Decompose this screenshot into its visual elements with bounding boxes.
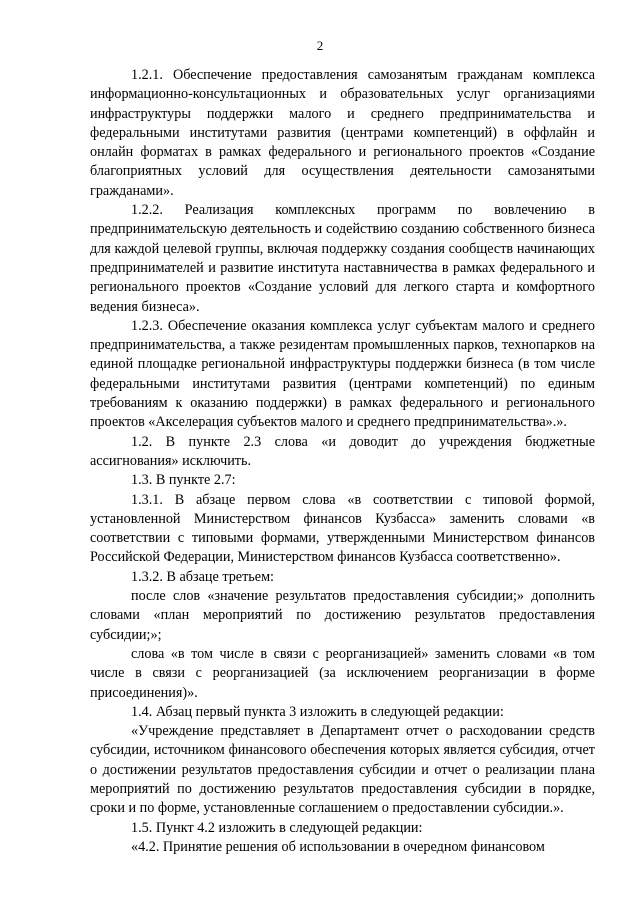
paragraph-after-words: после слов «значение результатов предоставления субсидии;» дополнить словами «план мероприятий по достижению результатов предоставления субсидии;»;	[90, 588, 595, 643]
paragraph-1-2: 1.2. В пункте 2.3 слова «и доводит до учреждения бюджетные ассигнования» исключить.	[90, 433, 595, 469]
paragraph-1-5: 1.5. Пункт 4.2 изложить в следующей редакции:	[131, 819, 423, 836]
paragraph-1-2-3: 1.2.3. Обеспечение оказания комплекса услуг субъектам малого и среднего предпринимательства, а также резидентам промышленных парков, технопарков на единой площадке региональной инфраструктуры поддержки бизнеса (в том числе федеральными институтами развития (центрами компетенций) по единым требованиям к оказанию поддержки) в рамках федерального и регионального проектов «Акселерация субъектов малого и среднего предпринимательства».».	[90, 317, 595, 431]
document-body	[90, 66, 595, 857]
paragraph-quote-report: «Учреждение представляет в Департамент отчет о расходовании средств субсидии, источником финансового обеспечения которых является субсидия, отчет о достижении результатов предоставления субсидии и отчет о реализации плана мероприятий по достижению результатов предоставления субсидии в порядке, сроки и по форме, установленные соглашением о предоставлении субсидии.».	[90, 723, 595, 817]
paragraph-1-3-1: 1.3.1. В абзаце первом слова «в соответствии с типовой формой, установленной Министерством финансов Кузбасса» заменить словами «в соответствии с типовыми формами, утвержденными Министерством финансов Российской Федерации, Министерством финансов Кузбасса соответственно».	[90, 491, 595, 566]
paragraph-1-3: 1.3. В пункте 2.7:	[131, 472, 236, 489]
paragraph-1-2-2: 1.2.2. Реализация комплексных программ по вовлечению в предпринимательскую деятельность и содействию созданию собственного бизнеса для каждой целевой группы, включая поддержку создания сообществ начинающих предпринимателей и развитие института наставничества в рамках федерального и регионального проектов «Создание условий для легкого старта и комфортного ведения бизнеса».	[90, 202, 595, 315]
paragraph-1-2-1: 1.2.1. Обеспечение предоставления самозанятым гражданам комплекса информационно-консультационных и образовательных услуг организациями инфраструктуры поддержки малого и среднего предпринимательства и федеральными институтами развития (центрами компетенций) в оффлайн и онлайн форматах в рамках федерального и регионального проектов «Создание благоприятных условий для осуществления деятельности самозанятыми гражданами».	[90, 67, 595, 199]
page-number: 2	[316, 38, 324, 53]
paragraph-1-4: 1.4. Абзац первый пункта 3 изложить в следующей редакции:	[131, 703, 504, 720]
paragraph-4-2: «4.2. Принятие решения об использовании в очередном финансовом	[131, 838, 545, 855]
paragraph-1-3-2: 1.3.2. В абзаце третьем:	[131, 568, 274, 585]
paragraph-words-replace: слова «в том числе в связи с реорганизацией» заменить словами «в том числе в связи с реорганизацией (за исключением реорганизации в форме присоединения)».	[90, 645, 595, 701]
